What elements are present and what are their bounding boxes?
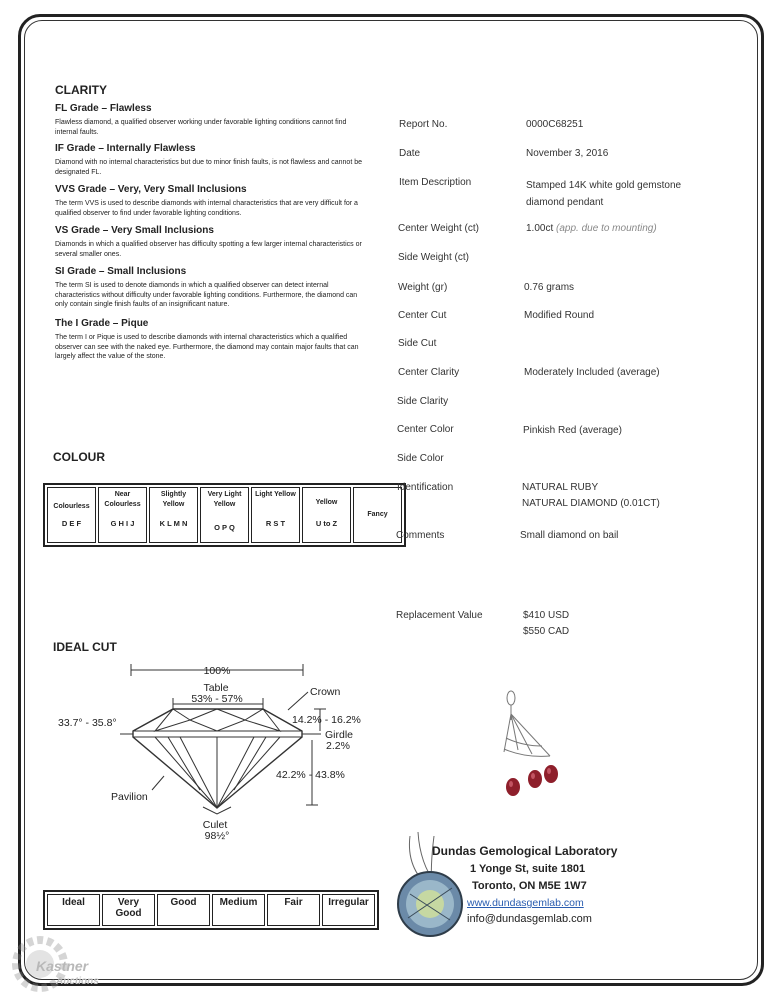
pendant-wire bbox=[511, 714, 550, 756]
ruby-drop bbox=[506, 778, 520, 796]
girdle-label: Girdle bbox=[325, 729, 354, 741]
side-clarity-label: Side Clarity bbox=[397, 396, 449, 407]
identification-value: NATURAL RUBY bbox=[522, 482, 599, 493]
crown-height-label: 14.2% - 16.2% bbox=[292, 714, 361, 726]
crown-facet bbox=[173, 709, 190, 720]
side-weight-label: Side Weight (ct) bbox=[398, 252, 469, 263]
weight-gr-value: 0.76 grams bbox=[524, 282, 575, 293]
weight-gr-label: Weight (gr) bbox=[398, 282, 448, 293]
ruby-drop bbox=[544, 765, 558, 783]
colour-letters: U to Z bbox=[315, 518, 338, 528]
colour-label: Slightly Yellow bbox=[160, 491, 187, 508]
side-color-label: Side Color bbox=[397, 453, 444, 464]
cut-grade-irregular: Irregular bbox=[322, 894, 375, 926]
crown-facet bbox=[190, 709, 217, 720]
colour-label: Very Light Yellow bbox=[207, 491, 242, 508]
pavilion-pointer bbox=[152, 776, 164, 790]
lab-address-1: 1 Yonge St, suite 1801 bbox=[470, 863, 586, 875]
crown-angle-label: 33.7° - 35.8° bbox=[58, 717, 117, 729]
colour-grade-table bbox=[43, 483, 406, 547]
ruby-highlight bbox=[509, 781, 513, 787]
center-clarity-value: Moderately Included (average) bbox=[524, 367, 660, 378]
center-clarity-label: Center Clarity bbox=[398, 367, 460, 378]
watermark-text: Kastner bbox=[36, 958, 89, 974]
center-weight-amount: 1.00ct bbox=[526, 223, 554, 234]
pendant-wire bbox=[504, 714, 511, 752]
pavilion-depth-label: 42.2% - 43.8% bbox=[276, 769, 345, 781]
culet-value-label: 98½° bbox=[204, 830, 230, 842]
crown-facet bbox=[245, 709, 263, 720]
colour-label: Light Yellow bbox=[255, 491, 296, 498]
grade-si-desc: The term SI is used to denote diamonds in which a qualified observer can detect internal characteristics without difficulty under favorable lighting conditions. Furthermore, the diamond can only contain single finish faults of an insignificant nature. bbox=[55, 282, 358, 308]
grade-vvs-title: VVS Grade – Very, Very Small Inclusions bbox=[55, 184, 247, 195]
crown-facet bbox=[217, 709, 245, 720]
center-weight-label: Center Weight (ct) bbox=[398, 223, 479, 234]
ruby-highlight bbox=[531, 773, 535, 779]
colour-letters: G H I J bbox=[110, 518, 135, 528]
cut-grade-fair: Fair bbox=[267, 894, 320, 926]
girdle-value-label: 2.2% bbox=[326, 740, 350, 752]
grade-if-desc: Diamond with no internal characteristics but due to minor finish faults, is not flawless and cannot be designated FL. bbox=[55, 159, 362, 176]
colour-label: Fancy bbox=[367, 511, 388, 518]
grade-si-title: SI Grade – Small Inclusions bbox=[55, 266, 187, 277]
center-cut-value: Modified Round bbox=[524, 310, 595, 321]
item-description-value: Stamped 14K white gold gemstone diamond pendant bbox=[526, 180, 682, 208]
colour-cell-near-colourless bbox=[98, 487, 147, 543]
ruby-drop bbox=[528, 770, 542, 788]
colour-letters: R S T bbox=[265, 518, 286, 528]
grade-fl-title: FL Grade – Flawless bbox=[55, 103, 152, 114]
pendant-wire bbox=[511, 714, 518, 750]
colour-cell-colourless bbox=[47, 487, 96, 543]
colour-heading: COLOUR bbox=[53, 450, 105, 464]
pendant-wire bbox=[504, 749, 550, 756]
report-no-value: 0000C68251 bbox=[526, 119, 584, 130]
colour-cell-yellow bbox=[302, 487, 351, 543]
lab-name: Dundas Gemological Laboratory bbox=[432, 844, 618, 858]
colour-letters: O P Q bbox=[214, 522, 235, 532]
grade-vvs-desc: The term VVS is used to describe diamonds with internal characteristics that are very difficult for a qualified observer to find under favorable lighting conditions. bbox=[55, 200, 358, 217]
crown-pointer bbox=[288, 692, 308, 710]
lab-email-link[interactable]: info@dundasgemlab.com bbox=[467, 913, 592, 925]
replacement-usd: $410 USD bbox=[523, 610, 570, 621]
identification-value-2: NATURAL DIAMOND (0.01CT) bbox=[522, 498, 660, 509]
pendant-bail bbox=[507, 691, 515, 705]
cut-grade-table bbox=[43, 890, 379, 930]
cut-grade-ideal: Ideal bbox=[47, 894, 100, 926]
pavilion-label: Pavilion bbox=[111, 791, 148, 803]
grade-vs-desc: Diamonds in which a qualified observer has difficulty spotting a few larger internal characteristics or several smaller ones. bbox=[55, 241, 362, 258]
culet-label: Culet bbox=[202, 819, 228, 831]
replacement-cad: $550 CAD bbox=[523, 626, 570, 637]
center-color-value: Pinkish Red (average) bbox=[523, 425, 622, 436]
lab-address-2: Toronto, ON M5E 1W7 bbox=[472, 880, 587, 892]
crown-facets bbox=[155, 709, 280, 731]
table-range-label: 53% - 57% bbox=[191, 693, 243, 705]
grade-vs-title: VS Grade – Very Small Inclusions bbox=[55, 225, 214, 236]
cut-grade-medium: Medium bbox=[212, 894, 265, 926]
colour-cell-very-light-yellow bbox=[200, 487, 249, 543]
pendant-photo bbox=[490, 686, 570, 798]
date-value: November 3, 2016 bbox=[526, 148, 609, 159]
date-label: Date bbox=[399, 148, 421, 159]
center-cut-label: Center Cut bbox=[398, 310, 447, 321]
center-weight-note: (app. due to mounting) bbox=[556, 223, 657, 234]
ideal-cut-heading: IDEAL CUT bbox=[53, 640, 117, 654]
colour-label: Near Colourless bbox=[104, 491, 141, 508]
center-color-label: Center Color bbox=[397, 424, 454, 435]
clarity-heading: CLARITY bbox=[55, 83, 107, 97]
comments-value: Small diamond on bail bbox=[520, 530, 619, 541]
colour-label: Colourless bbox=[53, 503, 90, 510]
grade-fl-desc: Flawless diamond, a qualified observer working under favorable lighting conditions cannot find internal faults. bbox=[55, 119, 347, 136]
cut-grade-very-good: Very Good bbox=[102, 894, 155, 926]
grade-if-title: IF Grade – Internally Flawless bbox=[55, 143, 196, 154]
colour-cell-light-yellow bbox=[251, 487, 300, 543]
watermark-subtext: Auctions bbox=[56, 976, 99, 987]
lab-website-link[interactable]: www.dundasgemlab.com bbox=[467, 897, 584, 909]
identification-label: Identification bbox=[397, 482, 454, 493]
comments-label: Comments bbox=[396, 530, 445, 541]
side-cut-label: Side Cut bbox=[398, 338, 437, 349]
pendant-wire bbox=[511, 714, 532, 754]
crown-label: Crown bbox=[310, 686, 341, 698]
table-label: Table bbox=[203, 682, 229, 694]
grade-i-title: The I Grade – Pique bbox=[55, 318, 149, 329]
grade-i-desc: The term I or Pique is used to describe diamonds with internal characteristics which a qualified observer can see with the naked eye. Furthermore, the diamond may contain major faults that can largely affect the value of the stone. bbox=[55, 334, 359, 360]
colour-cell-slightly-yellow bbox=[149, 487, 198, 543]
center-weight-value bbox=[526, 223, 657, 234]
ruby-highlight bbox=[547, 768, 551, 774]
colour-letters: K L M N bbox=[159, 518, 188, 528]
colour-cell-fancy bbox=[353, 487, 402, 543]
colour-label: Yellow bbox=[315, 499, 338, 506]
item-description-label: Item Description bbox=[399, 177, 472, 188]
report-no-label: Report No. bbox=[399, 119, 448, 130]
diamond-diagram bbox=[40, 660, 380, 845]
replacement-value-label: Replacement Value bbox=[396, 610, 483, 621]
colour-letters: D E F bbox=[61, 518, 82, 528]
cut-grade-good: Good bbox=[157, 894, 210, 926]
width-label: 100% bbox=[203, 665, 231, 677]
